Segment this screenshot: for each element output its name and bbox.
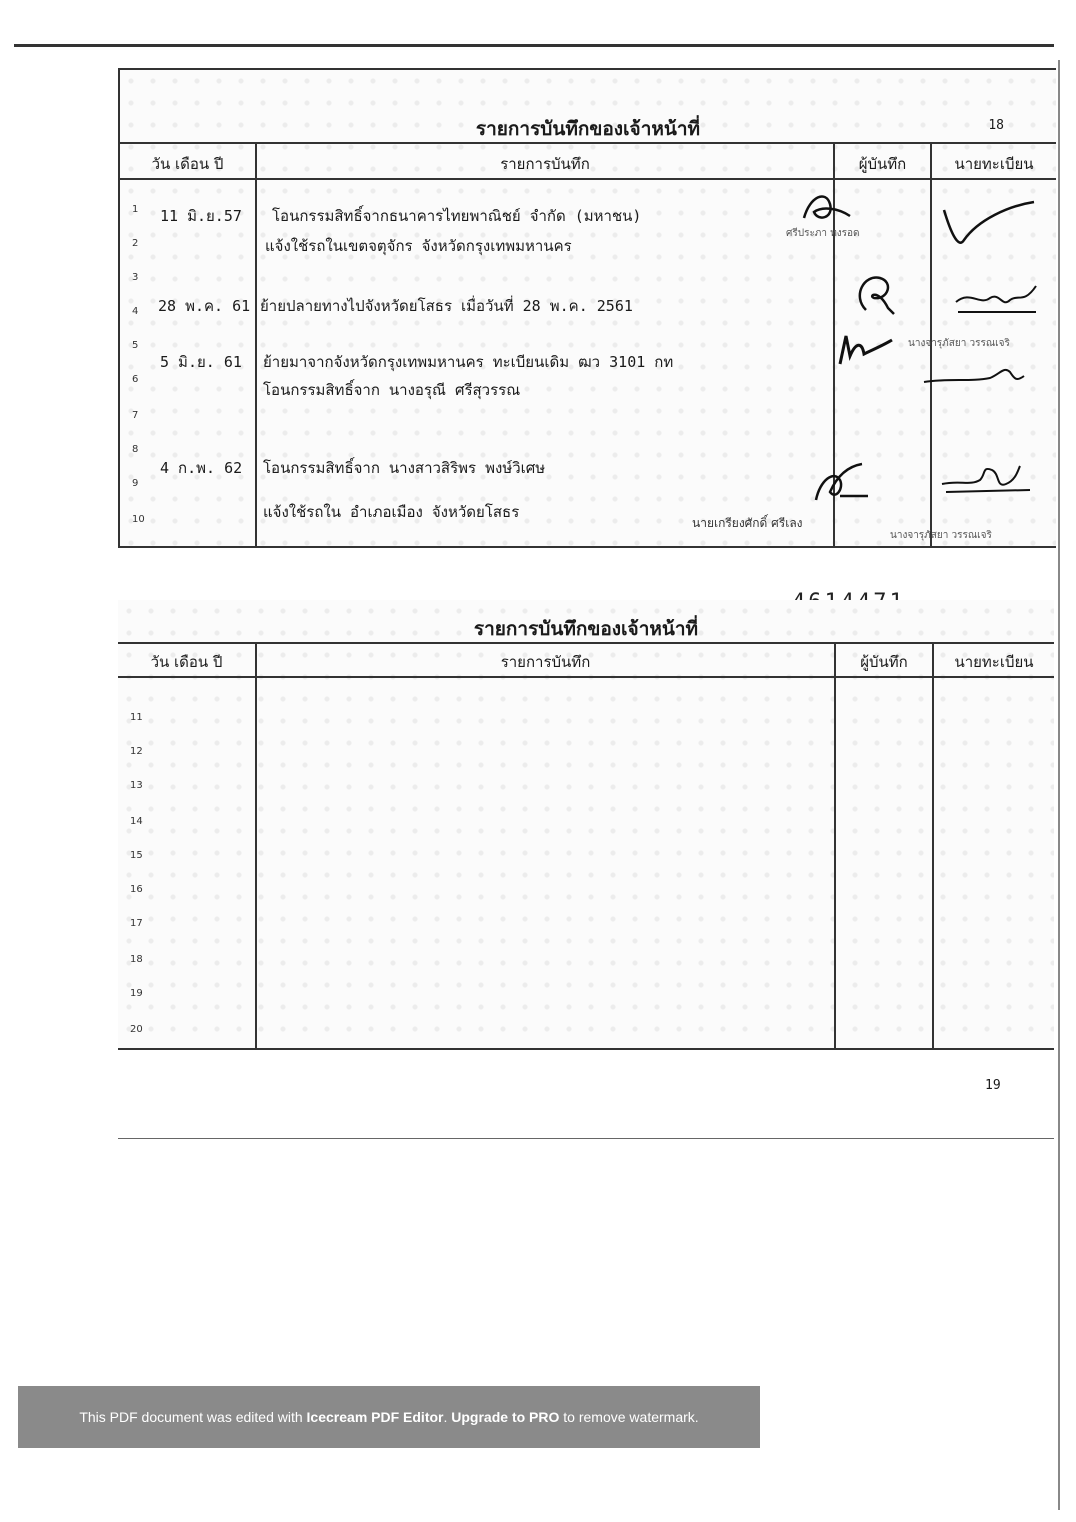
recorder-signature-icon <box>848 270 908 320</box>
row-number: 13 <box>130 780 143 791</box>
row-number: 11 <box>130 712 143 723</box>
page-number: 18 <box>988 118 1004 133</box>
entry-line: โอนกรรมสิทธิ์จาก นางสาวสิริพร พงษ์วิเศษ <box>263 459 546 477</box>
registrar-signature-icon <box>920 362 1030 392</box>
row-number: 10 <box>132 514 145 525</box>
header-date: วัน เดือน ปี <box>151 155 224 173</box>
form-title: รายการบันทึกของเจ้าหน้าที่ <box>475 118 701 140</box>
header-date: วัน เดือน ปี <box>150 653 223 671</box>
column-divider <box>834 642 836 1048</box>
row-number: 6 <box>132 374 139 385</box>
header-recorder: ผู้บันทึก <box>860 653 908 671</box>
row-number: 2 <box>132 238 139 249</box>
recorder-signature-icon <box>796 188 856 228</box>
header-top-rule <box>120 142 1056 144</box>
watermark-suffix: to remove watermark. <box>559 1409 699 1425</box>
column-divider <box>932 642 934 1048</box>
row-number: 14 <box>130 816 143 827</box>
row-number: 17 <box>130 918 143 929</box>
officer-record-form-lower <box>118 600 1054 1050</box>
watermark-upgrade-link[interactable]: Upgrade to PRO <box>451 1409 560 1425</box>
header-bottom-rule <box>118 676 1054 678</box>
entry-line: แจ้งใช้รถใน อำเภอเมือง จังหวัดยโสธร <box>263 503 520 521</box>
registrar-name: นางจารุภัสยา วรรณเจริ <box>890 530 992 541</box>
registrar-signature-icon <box>936 462 1036 502</box>
scan-top-edge <box>14 44 1054 47</box>
row-number: 15 <box>130 850 143 861</box>
header-bottom-rule <box>120 178 1056 180</box>
officer-record-form-upper <box>118 68 1056 548</box>
entry-date: 5 มิ.ย. 61 <box>160 353 242 371</box>
page-number: 19 <box>985 1078 1001 1093</box>
row-number: 7 <box>132 410 139 421</box>
recorder-signature-icon <box>836 328 896 368</box>
row-number: 8 <box>132 444 139 455</box>
column-divider <box>255 142 257 546</box>
entry-date: 11 มิ.ย.57 <box>160 207 242 225</box>
recorder-name: นายเกรียงศักดิ์ ศรีเลง <box>692 516 803 530</box>
entry-line: โอนกรรมสิทธิ์จาก นางอรุณี ศรีสุวรรณ <box>263 381 521 399</box>
row-number: 16 <box>130 884 143 895</box>
row-number: 9 <box>132 478 139 489</box>
header-entry: รายการบันทึก <box>500 653 591 671</box>
entry-line: แจ้งใช้รถในเขตจตุจักร จังหวัดกรุงเทพมหานคร <box>265 237 572 255</box>
header-registrar: นายทะเบียน <box>954 653 1034 671</box>
header-recorder: ผู้บันทึก <box>858 155 907 173</box>
header-registrar: นายทะเบียน <box>954 155 1034 173</box>
registrar-signature-icon <box>950 280 1040 320</box>
watermark-product: Icecream PDF Editor <box>306 1409 444 1425</box>
row-number: 20 <box>130 1024 143 1035</box>
registrar-name: นางจารุภัสยา วรรณเจริ <box>908 338 1010 349</box>
form-title: รายการบันทึกของเจ้าหน้าที่ <box>473 618 699 640</box>
entry-date: 28 พ.ค. 61 <box>158 297 251 315</box>
scan-right-edge <box>1058 60 1060 1510</box>
entry-line: ย้ายปลายทางไปจังหวัดยโสธร เมื่อวันที่ 28 พ.ค. 2561 <box>260 297 633 315</box>
column-divider <box>255 642 257 1048</box>
page-bottom-rule <box>118 1138 1054 1139</box>
watermark-middle: . <box>443 1409 452 1425</box>
row-number: 5 <box>132 340 139 351</box>
editor-watermark-banner <box>18 1386 760 1448</box>
row-number: 18 <box>130 954 143 965</box>
header-top-rule <box>118 642 1054 644</box>
row-number: 1 <box>132 204 139 215</box>
header-entry: รายการบันทึก <box>500 155 590 173</box>
entry-line: ย้ายมาจากจังหวัดกรุงเทพมหานคร ทะเบียนเดิม ฒว 3101 กท <box>263 353 674 371</box>
entry-date: 4 ก.พ. 62 <box>160 459 243 477</box>
registrar-signature-icon <box>938 200 1048 260</box>
recorder-name: ศรีประภา ทงรอด <box>786 228 860 239</box>
row-number: 12 <box>130 746 143 757</box>
row-number: 19 <box>130 988 143 999</box>
watermark-prefix: This PDF document was edited with <box>79 1409 307 1425</box>
row-number: 4 <box>132 306 139 317</box>
entry-line: โอนกรรมสิทธิ์จากธนาคารไทยพาณิชย์ จำกัด (มหาชน) <box>272 207 642 225</box>
row-number: 3 <box>132 272 139 283</box>
recorder-signature-icon <box>810 460 870 510</box>
